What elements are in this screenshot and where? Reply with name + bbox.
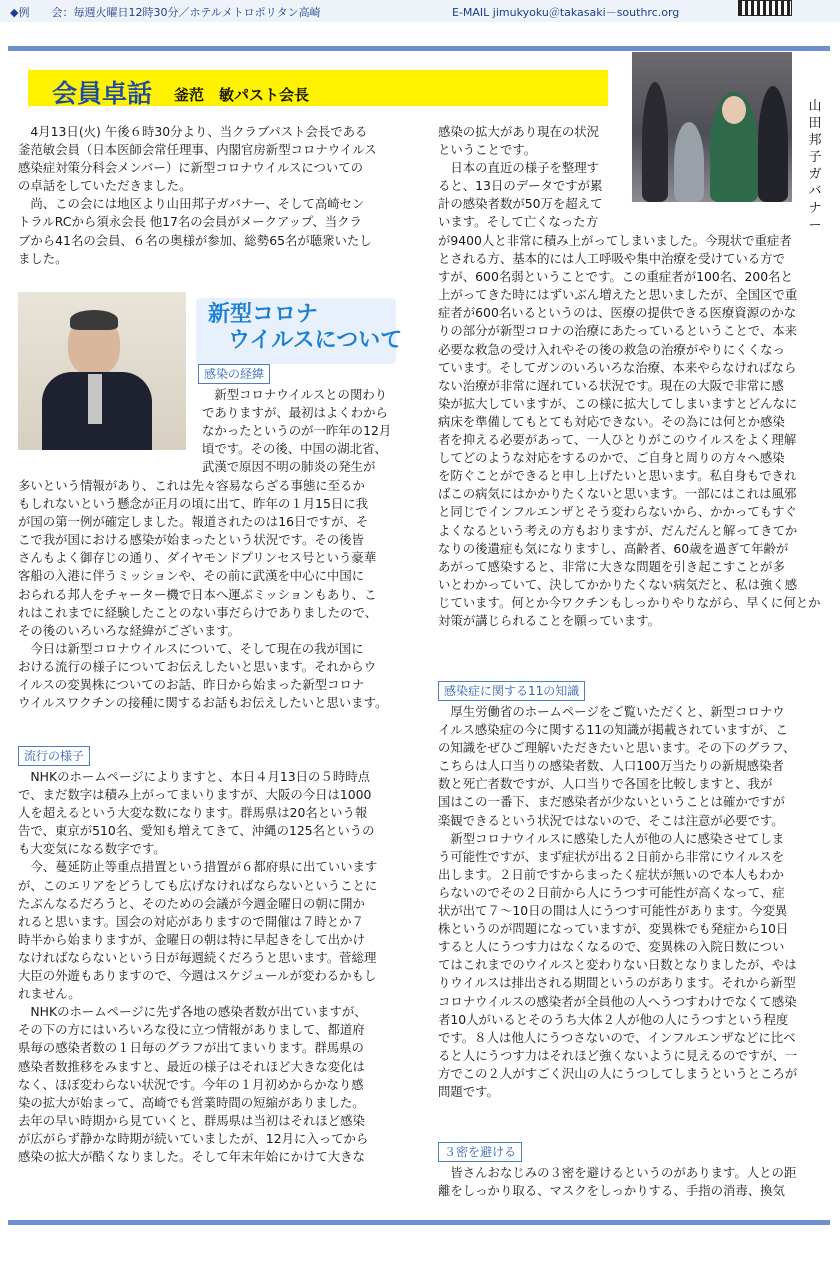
text-line: います。そして亡くなった方	[438, 214, 599, 230]
text-line: トラルRCから須永会長 他17名の会員がメークアップ、当クラ	[18, 214, 362, 230]
text-line: です。８人は他人にうつさないので、インフルエンザなどに比べ	[438, 1029, 796, 1045]
text-line: ない治療が非常に遅れている状況です。現在の大阪で非常に感	[438, 377, 784, 393]
text-line: 4月13日(火) 午後６時30分より、当クラブパスト会長である	[18, 124, 368, 139]
text-line: 武漢で原因不明の肺炎の発生が	[202, 459, 376, 475]
text-line: もしれないという懸念が正月の頃に出て、昨年の１月15日に我	[18, 496, 369, 512]
text-line: ました。	[18, 250, 68, 266]
section-title: 新型コロナ ウイルスについて	[196, 298, 396, 364]
text-line: の知識をぜひご理解いただきたいと思います。その下のグラフ、	[438, 740, 796, 756]
text-line: じています。何とか今ワクチンもしっかりやりながら、早くに何とか	[438, 594, 821, 610]
text-line: 今、蔓延防止等重点措置という措置が６都府県に出ていいます	[18, 859, 378, 875]
header-info-bar	[0, 0, 840, 22]
text-line: よくなるという考えの方もおりますが、だんだんと解ってきてか	[438, 522, 798, 538]
bottom-divider	[8, 1220, 830, 1225]
text-line: 新型コロナウイルスに感染した人が他の人に感染させてしま	[438, 830, 785, 846]
text-line: 人を超えるという大変な数になります。群馬県は20名という報	[18, 805, 368, 821]
speaker-photo	[18, 292, 186, 450]
qr-code-icon	[738, 0, 792, 16]
text-line: 去年の早い時期から見ていくと、群馬県は当初はそれほど感染	[18, 1112, 365, 1128]
text-line: 必要な救急の受け入れやその後の救急の治療がやりにくくなっ	[438, 341, 785, 357]
text-line: してどのような対応をするのかで、ご自身と周りの方々へ感染	[438, 450, 785, 466]
sanmitsu-paragraph	[438, 1164, 796, 1200]
email-info: E-MAIL jimukyoku＠takasaki－southrc.org	[452, 6, 680, 19]
text-line: 感染者数推移をみますと、最近の様子はそれほど大きな変化は	[18, 1058, 365, 1074]
text-line: 釜范敏会員（日本医師会常任理事、内閣官房新型コロナウイルス	[18, 142, 377, 158]
text-line: すが、600名弱ということです。この重症者が100名、200名と	[438, 269, 793, 285]
text-line: れはこれまでに経験したことのない事だらけでありましたので、	[18, 604, 378, 620]
text-line: 者10人がいるとそのうち大体２人が他の人にうつすという程度	[438, 1011, 789, 1027]
text-line: あがって感染すると、非常に大きな問題を引き起こすことが多	[438, 558, 785, 574]
text-line: 多いという情報があり、これは先々容易ならざる事態に至るか	[18, 478, 365, 493]
subheading-keii: 感染の経緯	[198, 364, 270, 384]
text-line: と同じでインフルエンザとそう変わらないから、かかってもすぐ	[438, 504, 797, 520]
text-line: とされる方、基本的には人工呼吸や集中治療を受けている方で	[438, 251, 785, 267]
text-line: なりの後遺症も気になりますし、高齢者、60歳を過ぎて年齢が	[438, 540, 789, 556]
text-line: を防ぐことができると申し上げたいと思います。私自身もできれ	[438, 468, 797, 484]
text-line: 感染の拡大が酷くなりました。そして年末年始にかけて大きな	[18, 1148, 365, 1164]
text-line: らないのでその２日前から人にうつす可能性が高くなって、症	[438, 884, 785, 900]
keii-paragraph	[18, 477, 387, 712]
text-line: 国はこの一番下、まだ感染者が少ないということは確かですが	[438, 794, 785, 810]
text-line: が、このエリアをどうしても広げなければならないということに	[18, 877, 378, 893]
text-line: ると人にうつす力はそれほど強くないように見えるのですが、一	[438, 1047, 798, 1063]
chishiki-paragraph	[438, 703, 797, 1101]
text-line: 離をしっかり取る、マスクをしっかりする、手指の消毒、換気	[438, 1183, 785, 1199]
text-line: 染の拡大が始まって、高崎でも営業時間の短縮がありました。	[18, 1094, 365, 1110]
text-line: 対策が講じられることを願っています。	[438, 612, 661, 628]
text-line: こちらは人口当りの感染者数、人口100万当たりの新規感染者	[438, 758, 784, 774]
text-line: 出します。２日前ですからまったく症状が無いので本人もわか	[438, 866, 784, 882]
text-line: てはこれまでのウイルスと変わりない日数となりましたが、やは	[438, 957, 797, 973]
text-line: 新型コロナウイルスとの関わり	[202, 387, 388, 402]
text-line: コロナウイルスの感染者が全員他の人へうつすわけでなくて感染	[438, 993, 797, 1009]
text-line: 計の感染者数が50万を超えて	[438, 196, 603, 212]
text-line: 厚生労働省のホームページをご覧いただくと、新型コロナウ	[438, 704, 785, 719]
text-line: れません。	[18, 986, 81, 1002]
top-divider	[8, 46, 830, 51]
text-line: こで我が国における感染が始まったという状況です。その後皆	[18, 532, 364, 548]
text-line: なく、ほぼ変わらない状況です。今年の１月初めからかなり感	[18, 1076, 364, 1092]
text-line: なければならないという日が毎週続くだろうと思います。菅総理	[18, 949, 377, 965]
text-line: 染が拡大していますが、この様に拡大してしまいますとどんなに	[438, 395, 798, 411]
subheading-chishiki: 感染症に関する11の知識	[438, 681, 585, 701]
text-line: 今日は新型コロナウイルスについて、そして現在の我が国に	[18, 640, 364, 656]
text-line: でありますが、最初はよくわから	[202, 405, 388, 421]
text-line: の卓話をしていただきました。	[18, 178, 192, 194]
text-line: 告で、東京が510名、愛知も増えてきて、沖縄の125名というの	[18, 823, 375, 839]
text-line: イルス感染症の今に関する11の知識が掲載されていますが、こ	[438, 722, 788, 738]
text-line: ています。そしてガンのいろいろな治療、本来やらなければなら	[438, 359, 797, 375]
governor-photo	[632, 52, 792, 202]
text-line: すると人にうつす力はなくなるので、変異株の入院日数につい	[438, 939, 785, 955]
text-line: ると、13日のデータですが累	[438, 178, 603, 194]
text-line: なかったというのが一昨年の12月	[202, 423, 392, 439]
right-paragraph-top	[438, 123, 602, 232]
text-line: 症者が600名いるというのは、医療の提供できる医療資源のかな	[438, 305, 797, 321]
text-line: その下の方にはいろいろな役に立つ情報がありまして、都道府	[18, 1022, 365, 1038]
text-line: 株というのが問題になっていますが、変異株でも発症から10日	[438, 921, 789, 937]
text-line: 皆さんおなじみの３密を避けるというのがあります。人との距	[438, 1165, 797, 1180]
text-line: いとわかっていて、決してかかりたくない病気だと、私は強く感	[438, 576, 798, 592]
text-line: 尚、この会には地区より山田邦子ガバナー、そして高崎セン	[18, 196, 365, 212]
text-line: 感染症対策分科会メンバー）に新型コロナウイルスについての	[18, 160, 364, 176]
text-line: りの部分が新型コロナの治療にあたっているということで、本来	[438, 323, 798, 339]
text-line: 病床を準備してもとても対応できない。その為には何とか感染	[438, 413, 785, 429]
text-line: ブから41名の会員、６名の奥様が参加、総勢65名が聴衆いたし	[18, 232, 372, 248]
subheading-sanmitsu: ３密を避ける	[438, 1142, 522, 1162]
photo-caption: 山 田 邦 子 ガ バ ナ ー	[808, 99, 822, 233]
text-line: おける流行の様子についてお伝えしたいと思います。それからウ	[18, 658, 377, 674]
text-line: NHKのホームページに先ず各地の感染者数が出ていますが、	[18, 1004, 367, 1020]
text-line: 時半から始まりますが、金曜日の朝は特に早起きをして出かけ	[18, 931, 365, 947]
text-line: 者を抑える必要があって、一人ひとりがこのウイルスをよく理解	[438, 432, 797, 448]
text-line: 感染の拡大があり現在の状況	[438, 124, 600, 139]
text-line: で、まだ数字は積み上がってまいりますが、大阪の今日は1000	[18, 787, 372, 803]
ryuko-paragraph	[18, 768, 377, 1166]
text-line: ウイルスワクチンの接種に関するお話もお伝えしたいと思います。	[18, 695, 388, 711]
text-line: れると思います。国会の対応がありますので開催は７時とか７	[18, 913, 364, 929]
text-line: 上がってきた時にはずいぶん増えたと思いましたが、全国区で重	[438, 287, 798, 303]
subheading-ryuko: 流行の様子	[18, 746, 90, 766]
text-line: 日本の直近の様子を整理す	[438, 160, 600, 176]
text-line: も大変気になる数字です。	[18, 841, 166, 857]
text-line: 状が出て７～10日の間は人にうつす可能性があります。今変異	[438, 903, 788, 919]
text-line: 楽観できるという状況ではないので、そこは注意が必要です。	[438, 812, 784, 828]
text-line: 大臣の外遊もありますので、今週はスケジュールが変わるかもし	[18, 968, 377, 984]
text-line: りウイルスは排出される期間というのがあります。それから新型	[438, 975, 796, 991]
text-line: イルスの変異株についてのお話、昨日から始まった新型コロナ	[18, 677, 365, 693]
text-line: 頃です。その後、中国の湖北省、	[202, 441, 387, 457]
text-line: NHKのホームページによりますと、本日４月13日の５時時点	[18, 769, 370, 784]
text-line: さんもよく御存じの通り、ダイヤモンドプリンセス号という豪華	[18, 550, 377, 566]
speaker-name: 釜范 敏パスト会長	[174, 86, 310, 104]
text-line: 客船の入港に伴うミッションや、その前に武漢を中心に中国に	[18, 568, 365, 584]
text-line: たぶんなるだろうと、そのための会議が今週金曜日の朝に開か	[18, 895, 365, 911]
text-line: ばこの病気にはかかりたくないと思います。一部にはこれは風邪	[438, 486, 797, 502]
meeting-info: ◆例 会：毎週火曜日12時30分／ホテルメトロポリタン高崎	[10, 6, 321, 19]
article-title: 会員卓話	[52, 79, 153, 108]
text-line: 問題です。	[438, 1083, 499, 1099]
text-line: が9400人と非常に積み上がってしまいました。今現状で重症者	[438, 233, 792, 248]
text-line: その後のいろいろな経緯がございます。	[18, 622, 241, 638]
keii-paragraph-top	[202, 386, 391, 476]
text-line: 県毎の感染者数の１日毎のグラフが出てまいります。群馬県の	[18, 1040, 364, 1056]
text-line: う可能性ですが、まず症状が出る２日前から非常にウイルスを	[438, 848, 785, 864]
text-line: が広がらず静かな時期が続いていましたが、12月に入ってから	[18, 1130, 369, 1146]
text-line: ということです。	[438, 142, 537, 158]
text-line: おられる邦人をチャーター機で日本へ運ぶミッションもあり、こ	[18, 586, 377, 602]
intro-paragraph	[18, 123, 377, 268]
text-line: 方でこの２人がすごく沢山の人にうつしてしまうというところが	[438, 1065, 798, 1081]
text-line: が国の第一例が確定しました。報道されたのは16日ですが、そ	[18, 514, 369, 530]
right-paragraph	[438, 232, 821, 630]
text-line: 数と死亡者数ですが、人口当りで各国を比較しますと、我が	[438, 776, 773, 792]
